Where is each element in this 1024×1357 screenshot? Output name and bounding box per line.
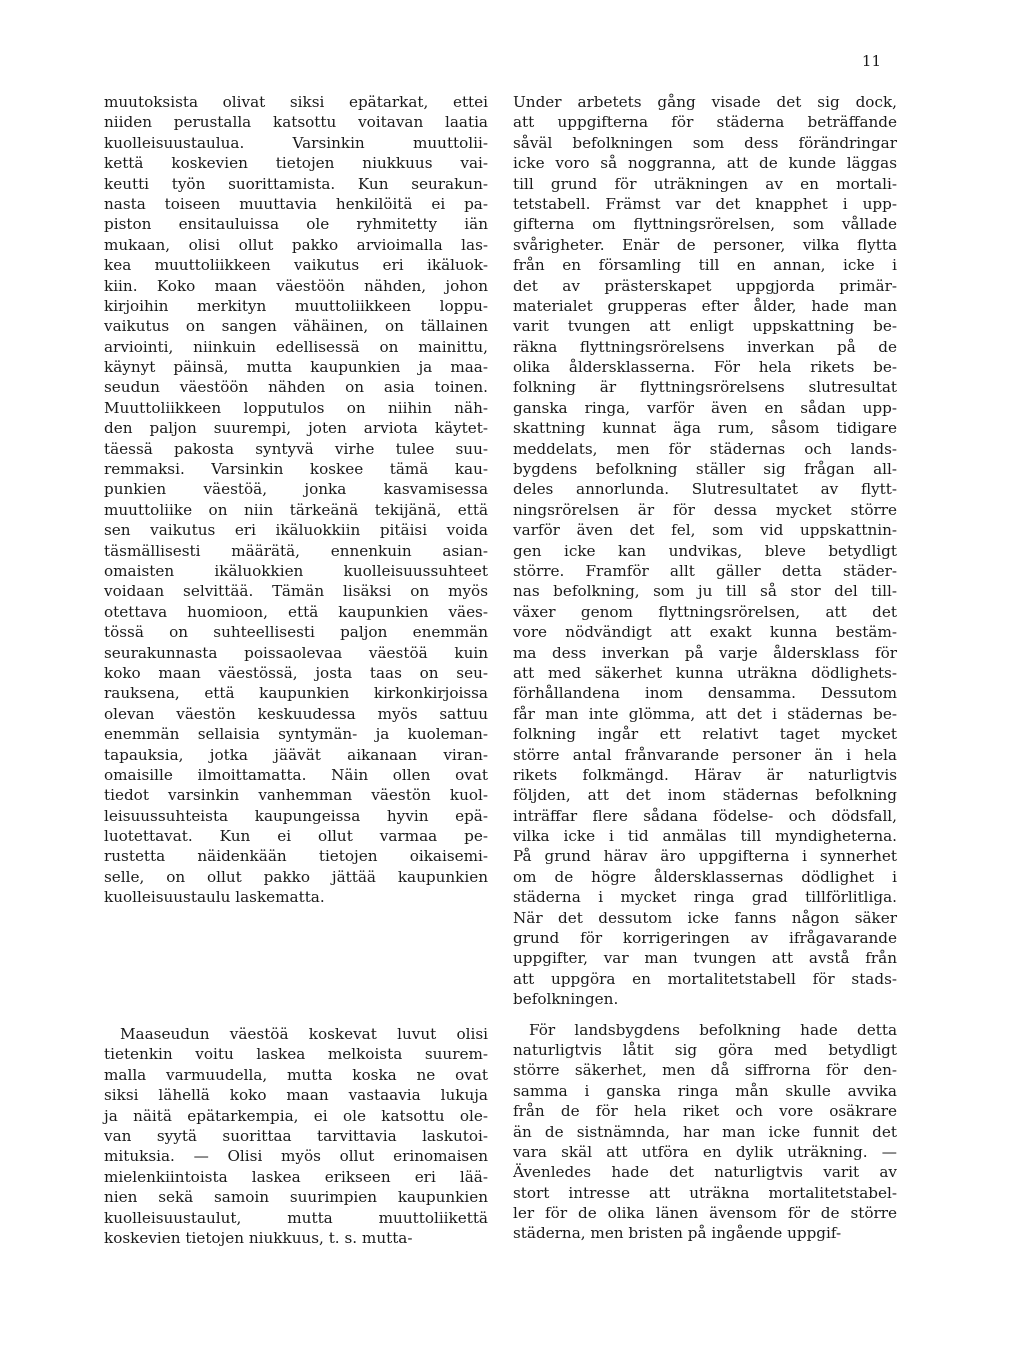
swedish-column: [513, 92, 897, 1244]
text-line: niiden perustalla katsottu voitavan laatia: [104, 113, 488, 132]
text-line: det av prästerskapet uppgjorda primär-: [513, 276, 897, 295]
text-line: från en församling till en annan, icke i: [513, 256, 897, 275]
text-line: koskevien tietojen niukkuus, t. s. mutta-: [104, 1228, 413, 1247]
text-line: Muuttoliikkeen lopputulos on niihin näh-: [104, 398, 488, 417]
text-line: enemmän sellaisia syntymän- ja kuoleman-: [104, 725, 488, 744]
text-line: vaikutus on sangen vähäinen, on tällainen: [104, 317, 488, 336]
text-line: remmaksi. Varsinkin koskee tämä kau-: [104, 460, 488, 479]
text-line: samma i ganska ringa mån skulle avvika: [513, 1081, 897, 1100]
text-line: tössä on suhteellisesti paljon enemmän: [104, 623, 488, 642]
text-line: piston ensitauluissa ole ryhmitetty iän: [104, 215, 488, 234]
text-line: ganska ringa, varför även en sådan upp-: [513, 398, 897, 417]
text-line: ler för de olika länen ävensom för de större: [513, 1204, 897, 1223]
text-line: växer genom flyttningsrörelsen, att det: [513, 602, 897, 621]
text-line: På grund härav äro uppgifterna i synnerhet: [513, 847, 897, 866]
text-line: rauksena, että kaupunkien kirkonkirjoissa: [104, 684, 488, 703]
text-line: täsmällisesti määrätä, ennenkuin asian-: [104, 541, 488, 560]
text-line: större antal frånvarande personer än i hela: [513, 745, 897, 764]
text-line: stort intresse att uträkna mortalitetstabel-: [513, 1183, 897, 1202]
text-line: arviointi, niinkuin edellisessä on mainittu,: [104, 337, 488, 356]
text-line: kea muuttoliikkeen vaikutus eri ikäluok-: [104, 256, 488, 275]
text-line: till grund för uträkningen av en mortali-: [513, 174, 897, 193]
text-line: mielenkiintoista laskea erikseen eri lää-: [104, 1167, 488, 1186]
text-line: varit tvungen att enligt uppskattning be-: [513, 317, 897, 336]
text-line: befolkningen.: [513, 990, 619, 1009]
text-line: malla varmuudella, mutta koska ne ovat: [104, 1065, 488, 1084]
text-line: keutti työn suorittamista. Kun seurakun-: [104, 174, 488, 193]
text-line: Under arbetets gång visade det sig dock,: [513, 93, 897, 111]
text-line: kuolleisuustaulua. Varsinkin muuttolii-: [104, 133, 488, 152]
text-line: kuolleisuustaulu laskematta.: [104, 888, 325, 907]
text-line: kuolleisuustaulut, mutta muuttoliikettä: [104, 1208, 488, 1227]
text-line: selle, on ollut pakko jättää kaupunkien: [104, 867, 488, 886]
text-line: ma dess inverkan på varje åldersklass för: [513, 643, 897, 662]
text-line: rustetta näidenkään tietojen oikaisemi-: [104, 847, 488, 866]
text-line: van syytä suorittaa tarvittavia laskutoi-: [104, 1126, 488, 1145]
text-line: gifterna om flyttningsrörelsen, som vållade: [513, 215, 897, 234]
text-line: muuttoliike on niin tärkeänä tekijänä, että: [104, 500, 488, 519]
text-line: sen vaikutus eri ikäluokkiin pitäisi voida: [104, 521, 488, 540]
swedish-paragraph-2: [513, 1020, 897, 1244]
text-line: vilka icke i tid anmälas till myndigheterna.: [513, 827, 897, 846]
text-line: För landsbygdens befolkning hade detta: [529, 1020, 897, 1039]
text-line: kettä koskevien tietojen niukkuus vai-: [104, 154, 488, 173]
text-line: meddelats, men för städernas och lands-: [513, 439, 897, 458]
finnish-column: [104, 92, 488, 908]
text-line: omaisten ikäluokkien kuolleisuussuhteet: [104, 561, 488, 580]
text-line: inträffar flere sådana födelse- och dödsfall,: [513, 806, 897, 825]
text-line: leisuussuhteista kaupungeissa hyvin epä-: [104, 806, 488, 825]
text-line: seurakunnasta poissaolevaa väestöä kuin: [104, 643, 488, 662]
text-line: mukaan, olisi ollut pakko arvioimalla las-: [104, 235, 488, 254]
text-line: luotettavat. Kun ei ollut varmaa pe-: [104, 827, 488, 846]
text-line: punkien väestöä, jonka kasvamisessa: [104, 480, 488, 499]
text-line: materialet grupperas efter ålder, hade man: [513, 296, 897, 315]
text-line: Maaseudun väestöä koskevat luvut olisi: [120, 1025, 488, 1043]
text-line: vore nödvändigt att exakt kunna bestäm-: [513, 623, 897, 642]
text-line: mituksia. — Olisi myös ollut erinomaisen: [104, 1147, 488, 1166]
text-line: käynyt päinsä, mutta kaupunkien ja maa-: [104, 358, 488, 377]
text-line: städerna i mycket ringa grad tillförlitliga.: [513, 888, 897, 907]
text-line: städerna, men bristen på ingående uppgif-: [513, 1224, 842, 1243]
text-line: får man inte glömma, att det i städernas be-: [513, 704, 897, 723]
text-line: den paljon suurempi, joten arviota käytet-: [104, 419, 488, 438]
text-line: att med säkerhet kunna uträkna dödlighets-: [513, 663, 897, 682]
text-line: koko maan väestössä, josta taas on seu-: [104, 663, 488, 682]
text-line: seudun väestöön nähden on asia toinen.: [104, 378, 488, 397]
page-number: 11: [861, 52, 881, 70]
finnish-paragraph-2: [104, 1024, 488, 1248]
text-line: gen icke kan undvikas, bleve betydligt: [513, 541, 897, 560]
text-line: rikets folkmängd. Härav är naturligtvis: [513, 765, 897, 784]
text-line: kiin. Koko maan väestöön nähden, johon: [104, 276, 488, 295]
text-line: tietenkin voitu laskea melkoista suurem-: [104, 1045, 488, 1064]
text-line: större säkerhet, men då siffrorna för den-: [513, 1061, 897, 1080]
text-line: naturligtvis låtit sig göra med betydligt: [513, 1040, 897, 1059]
text-line: tetstabell. Främst var det knapphet i upp-: [513, 194, 897, 213]
text-line: skattning kunnat äga rum, såsom tidigare: [513, 419, 897, 438]
text-line: ningsrörelsen är för dessa mycket större: [513, 500, 897, 519]
text-line: tapauksia, jotka jäävät aikanaan viran-: [104, 745, 488, 764]
text-line: ja näitä epätarkempia, ei ole katsottu ole-: [104, 1106, 488, 1125]
text-line: nien sekä samoin suurimpien kaupunkien: [104, 1188, 488, 1207]
text-line: räkna flyttningsrörelsens inverkan på de: [513, 337, 897, 356]
text-line: grund för korrigeringen av ifrågavarande: [513, 929, 897, 948]
text-line: När det dessutom icke fanns någon säker: [513, 908, 897, 927]
text-line: folkning ingår ett relativt taget mycket: [513, 725, 897, 744]
text-line: följden, att det inom städernas befolkning: [513, 786, 897, 805]
text-line: större. Framför allt gäller detta städer-: [513, 561, 897, 580]
text-line: förhållandena inom densamma. Dessutom: [513, 684, 897, 703]
text-line: icke voro så noggranna, att de kunde läggas: [513, 154, 897, 173]
text-line: än de sistnämnda, har man icke funnit det: [513, 1122, 897, 1141]
text-line: uppgifter, var man tvungen att avstå från: [513, 949, 897, 968]
text-line: olevan väestön keskuudessa myös sattuu: [104, 704, 488, 723]
text-line: muutoksista olivat siksi epätarkat, ettei: [104, 93, 488, 111]
text-line: omaisille ilmoittamatta. Näin ollen ovat: [104, 765, 488, 784]
text-line: nasta toiseen muuttavia henkilöitä ei pa-: [104, 194, 488, 213]
text-line: folkning är flyttningsrörelsens slutresultat: [513, 378, 897, 397]
text-line: olika åldersklasserna. För hela rikets be-: [513, 358, 897, 377]
text-line: voidaan selvittää. Tämän lisäksi on myös: [104, 582, 488, 601]
text-line: nas befolkning, som ju till så stor del till-: [513, 582, 897, 601]
text-line: kirjoihin merkityn muuttoliikkeen loppu-: [104, 296, 488, 315]
text-line: vara skäl att utföra en dylik uträkning. —: [513, 1142, 897, 1161]
text-line: varför även det fel, som vid uppskattnin-: [513, 521, 897, 540]
text-line: siksi lähellä koko maan vastaavia lukuja: [104, 1086, 488, 1105]
text-line: från de för hela riket och vore osäkrare: [513, 1102, 897, 1121]
text-line: tiedot varsinkin vanhemman väestön kuol-: [104, 786, 488, 805]
text-line: såväl befolkningen som dess förändringar: [513, 133, 897, 152]
text-line: att uppgifterna för städerna beträffande: [513, 113, 897, 132]
text-line: täessä pakosta syntyvä virhe tulee suu-: [104, 439, 488, 458]
text-line: otettava huomioon, että kaupunkien väes-: [104, 602, 488, 621]
text-line: att uppgöra en mortalitetstabell för stads-: [513, 969, 897, 988]
text-line: om de högre åldersklassernas dödlighet i: [513, 867, 897, 886]
text-line: bygdens befolkning ställer sig frågan all-: [513, 460, 897, 479]
text-line: svårigheter. Enär de personer, vilka flytta: [513, 235, 897, 254]
text-line: Ävenledes hade det naturligtvis varit av: [513, 1163, 897, 1182]
text-line: deles annorlunda. Slutresultatet av flytt-: [513, 480, 897, 499]
